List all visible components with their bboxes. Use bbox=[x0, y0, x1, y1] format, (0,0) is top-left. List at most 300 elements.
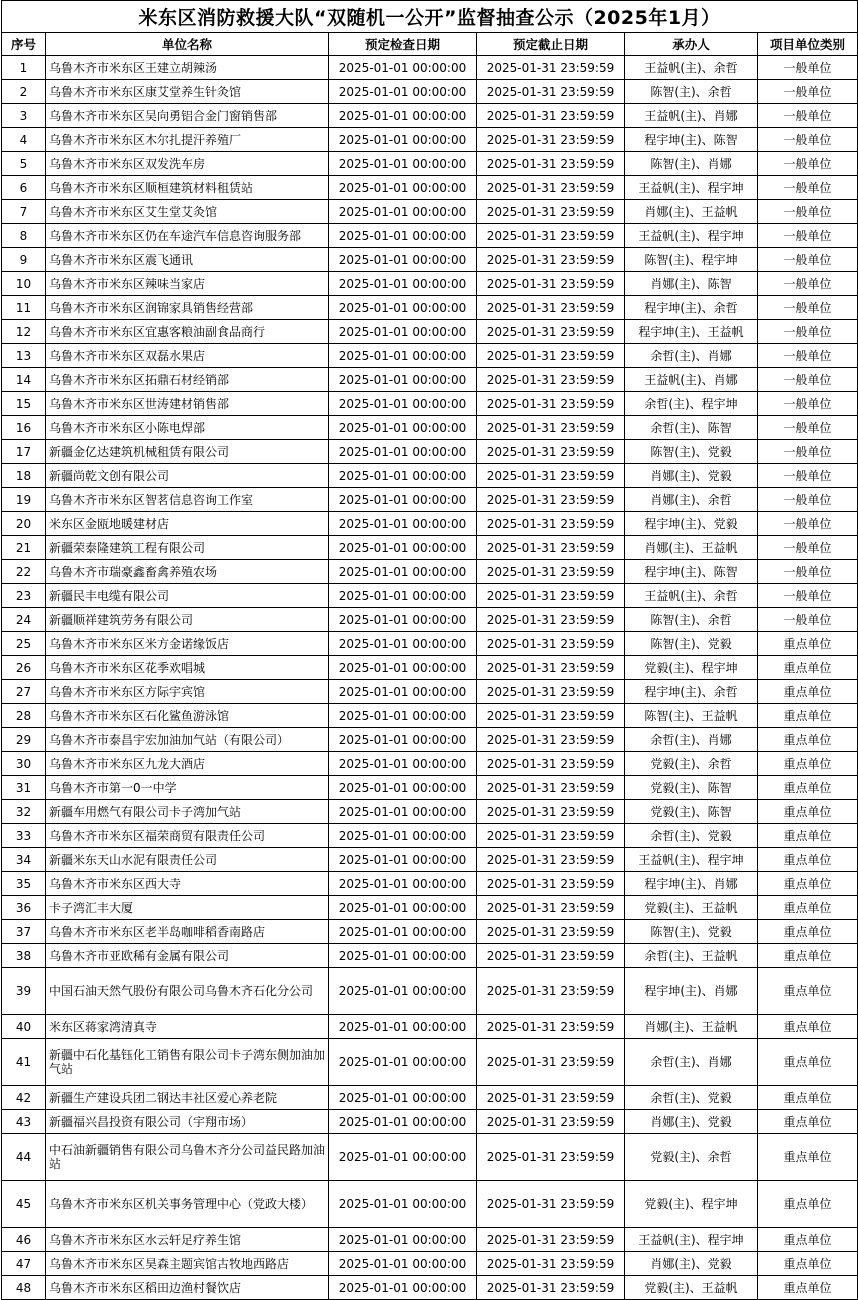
row-number: 39 bbox=[2, 968, 46, 1015]
unit-name: 乌鲁木齐市米东区双磊水果店 bbox=[46, 344, 329, 368]
table-row bbox=[2, 1181, 858, 1228]
check-date: 2025-01-01 00:00:00 bbox=[329, 56, 477, 80]
row-number: 4 bbox=[2, 128, 46, 152]
unit-category: 重点单位 bbox=[758, 1228, 858, 1252]
unit-name: 乌鲁木齐市米东区花季欢唱城 bbox=[46, 656, 329, 680]
staff-names: 陈智(主)、党毅 bbox=[625, 440, 758, 464]
table-row bbox=[2, 440, 858, 464]
unit-name: 乌鲁木齐市米东区西大寺 bbox=[46, 872, 329, 896]
table-row bbox=[2, 752, 858, 776]
row-number: 16 bbox=[2, 416, 46, 440]
staff-names: 程宇坤(主)、陈智 bbox=[625, 128, 758, 152]
check-date: 2025-01-01 00:00:00 bbox=[329, 1134, 477, 1181]
unit-name: 新疆顺祥建筑劳务有限公司 bbox=[46, 608, 329, 632]
staff-names: 王益帆(主)、肖娜 bbox=[625, 368, 758, 392]
staff-names: 余哲(主)、肖娜 bbox=[625, 1039, 758, 1086]
table-row bbox=[2, 272, 858, 296]
check-date: 2025-01-01 00:00:00 bbox=[329, 704, 477, 728]
unit-category: 一般单位 bbox=[758, 416, 858, 440]
row-number: 45 bbox=[2, 1181, 46, 1228]
inspection-table bbox=[1, 0, 858, 1300]
unit-category: 重点单位 bbox=[758, 800, 858, 824]
unit-name: 乌鲁木齐市米东区老半岛咖啡稻香南路店 bbox=[46, 920, 329, 944]
row-number: 7 bbox=[2, 200, 46, 224]
deadline-date: 2025-01-31 23:59:59 bbox=[477, 1276, 625, 1300]
row-number: 14 bbox=[2, 368, 46, 392]
check-date: 2025-01-01 00:00:00 bbox=[329, 224, 477, 248]
staff-names: 程宇坤(主)、肖娜 bbox=[625, 872, 758, 896]
unit-category: 一般单位 bbox=[758, 512, 858, 536]
row-number: 21 bbox=[2, 536, 46, 560]
staff-names: 陈智(主)、余哲 bbox=[625, 80, 758, 104]
unit-name: 乌鲁木齐市米东区双发洗车房 bbox=[46, 152, 329, 176]
row-number: 3 bbox=[2, 104, 46, 128]
check-date: 2025-01-01 00:00:00 bbox=[329, 512, 477, 536]
row-number: 20 bbox=[2, 512, 46, 536]
check-date: 2025-01-01 00:00:00 bbox=[329, 824, 477, 848]
unit-category: 一般单位 bbox=[758, 392, 858, 416]
deadline-date: 2025-01-31 23:59:59 bbox=[477, 248, 625, 272]
table-row bbox=[2, 968, 858, 1015]
staff-names: 余哲(主)、陈智 bbox=[625, 416, 758, 440]
deadline-date: 2025-01-31 23:59:59 bbox=[477, 104, 625, 128]
row-number: 35 bbox=[2, 872, 46, 896]
unit-category: 一般单位 bbox=[758, 440, 858, 464]
unit-name: 乌鲁木齐市米东区昊森主题宾馆古牧地西路店 bbox=[46, 1252, 329, 1276]
row-number: 8 bbox=[2, 224, 46, 248]
unit-category: 一般单位 bbox=[758, 320, 858, 344]
deadline-date: 2025-01-31 23:59:59 bbox=[477, 776, 625, 800]
check-date: 2025-01-01 00:00:00 bbox=[329, 152, 477, 176]
unit-name: 乌鲁木齐市米东区稻田边渔村餐饮店 bbox=[46, 1276, 329, 1300]
row-number: 46 bbox=[2, 1228, 46, 1252]
deadline-date: 2025-01-31 23:59:59 bbox=[477, 200, 625, 224]
deadline-date: 2025-01-31 23:59:59 bbox=[477, 1039, 625, 1086]
row-number: 29 bbox=[2, 728, 46, 752]
unit-category: 一般单位 bbox=[758, 488, 858, 512]
table-row bbox=[2, 536, 858, 560]
check-date: 2025-01-01 00:00:00 bbox=[329, 248, 477, 272]
row-number: 31 bbox=[2, 776, 46, 800]
unit-name: 新疆尚乾文创有限公司 bbox=[46, 464, 329, 488]
unit-category: 一般单位 bbox=[758, 56, 858, 80]
table-row bbox=[2, 488, 858, 512]
unit-category: 重点单位 bbox=[758, 944, 858, 968]
table-row bbox=[2, 632, 858, 656]
unit-name: 乌鲁木齐市米东区小陈电焊部 bbox=[46, 416, 329, 440]
unit-name: 乌鲁木齐市米东区世涛建材销售部 bbox=[46, 392, 329, 416]
unit-category: 重点单位 bbox=[758, 896, 858, 920]
deadline-date: 2025-01-31 23:59:59 bbox=[477, 896, 625, 920]
row-number: 27 bbox=[2, 680, 46, 704]
row-number: 11 bbox=[2, 296, 46, 320]
unit-category: 重点单位 bbox=[758, 1086, 858, 1110]
row-number: 19 bbox=[2, 488, 46, 512]
unit-name: 乌鲁木齐市米东区福荣商贸有限责任公司 bbox=[46, 824, 329, 848]
staff-names: 陈智(主)、余哲 bbox=[625, 608, 758, 632]
table-header-row bbox=[2, 33, 858, 56]
staff-names: 肖娜(主)、党毅 bbox=[625, 464, 758, 488]
table-row bbox=[2, 608, 858, 632]
table-row bbox=[2, 416, 858, 440]
unit-category: 一般单位 bbox=[758, 80, 858, 104]
table-row bbox=[2, 176, 858, 200]
staff-names: 陈智(主)、肖娜 bbox=[625, 152, 758, 176]
unit-category: 重点单位 bbox=[758, 1110, 858, 1134]
staff-names: 党毅(主)、余哲 bbox=[625, 752, 758, 776]
unit-name: 新疆米东天山水泥有限责任公司 bbox=[46, 848, 329, 872]
unit-category: 一般单位 bbox=[758, 536, 858, 560]
unit-category: 一般单位 bbox=[758, 248, 858, 272]
check-date: 2025-01-01 00:00:00 bbox=[329, 416, 477, 440]
check-date: 2025-01-01 00:00:00 bbox=[329, 488, 477, 512]
deadline-date: 2025-01-31 23:59:59 bbox=[477, 656, 625, 680]
unit-name: 乌鲁木齐市米东区吴向勇铝合金门窗销售部 bbox=[46, 104, 329, 128]
unit-category: 重点单位 bbox=[758, 968, 858, 1015]
table-row bbox=[2, 464, 858, 488]
check-date: 2025-01-01 00:00:00 bbox=[329, 128, 477, 152]
staff-names: 余哲(主)、肖娜 bbox=[625, 728, 758, 752]
check-date: 2025-01-01 00:00:00 bbox=[329, 656, 477, 680]
row-number: 9 bbox=[2, 248, 46, 272]
row-number: 41 bbox=[2, 1039, 46, 1086]
staff-names: 肖娜(主)、王益帆 bbox=[625, 536, 758, 560]
table-row bbox=[2, 344, 858, 368]
unit-category: 重点单位 bbox=[758, 776, 858, 800]
table-row bbox=[2, 1086, 858, 1110]
staff-names: 陈智(主)、党毅 bbox=[625, 920, 758, 944]
unit-category: 重点单位 bbox=[758, 704, 858, 728]
deadline-date: 2025-01-31 23:59:59 bbox=[477, 416, 625, 440]
check-date: 2025-01-01 00:00:00 bbox=[329, 800, 477, 824]
table-row bbox=[2, 80, 858, 104]
table-row bbox=[2, 200, 858, 224]
check-date: 2025-01-01 00:00:00 bbox=[329, 296, 477, 320]
row-number: 34 bbox=[2, 848, 46, 872]
table-row bbox=[2, 1252, 858, 1276]
row-number: 2 bbox=[2, 80, 46, 104]
header-deadline: 预定截止日期 bbox=[477, 33, 625, 56]
deadline-date: 2025-01-31 23:59:59 bbox=[477, 800, 625, 824]
row-number: 32 bbox=[2, 800, 46, 824]
row-number: 22 bbox=[2, 560, 46, 584]
deadline-date: 2025-01-31 23:59:59 bbox=[477, 56, 625, 80]
table-row bbox=[2, 656, 858, 680]
staff-names: 余哲(主)、程宇坤 bbox=[625, 392, 758, 416]
row-number: 1 bbox=[2, 56, 46, 80]
check-date: 2025-01-01 00:00:00 bbox=[329, 776, 477, 800]
table-row bbox=[2, 56, 858, 80]
deadline-date: 2025-01-31 23:59:59 bbox=[477, 1228, 625, 1252]
unit-name: 新疆荣泰隆建筑工程有限公司 bbox=[46, 536, 329, 560]
deadline-date: 2025-01-31 23:59:59 bbox=[477, 296, 625, 320]
table-row bbox=[2, 848, 858, 872]
table-body bbox=[2, 56, 858, 1300]
staff-names: 党毅(主)、陈智 bbox=[625, 776, 758, 800]
staff-names: 肖娜(主)、陈智 bbox=[625, 272, 758, 296]
staff-names: 肖娜(主)、王益帆 bbox=[625, 200, 758, 224]
deadline-date: 2025-01-31 23:59:59 bbox=[477, 1086, 625, 1110]
table-row bbox=[2, 920, 858, 944]
staff-names: 王益帆(主)、程宇坤 bbox=[625, 1228, 758, 1252]
row-number: 6 bbox=[2, 176, 46, 200]
deadline-date: 2025-01-31 23:59:59 bbox=[477, 1181, 625, 1228]
row-number: 42 bbox=[2, 1086, 46, 1110]
row-number: 47 bbox=[2, 1252, 46, 1276]
staff-names: 程宇坤(主)、肖娜 bbox=[625, 968, 758, 1015]
deadline-date: 2025-01-31 23:59:59 bbox=[477, 728, 625, 752]
deadline-date: 2025-01-31 23:59:59 bbox=[477, 1110, 625, 1134]
table-row bbox=[2, 1039, 858, 1086]
staff-names: 程宇坤(主)、王益帆 bbox=[625, 320, 758, 344]
check-date: 2025-01-01 00:00:00 bbox=[329, 728, 477, 752]
unit-name: 乌鲁木齐市米东区智茗信息咨询工作室 bbox=[46, 488, 329, 512]
check-date: 2025-01-01 00:00:00 bbox=[329, 872, 477, 896]
deadline-date: 2025-01-31 23:59:59 bbox=[477, 464, 625, 488]
staff-names: 肖娜(主)、党毅 bbox=[625, 1252, 758, 1276]
staff-names: 余哲(主)、党毅 bbox=[625, 824, 758, 848]
check-date: 2025-01-01 00:00:00 bbox=[329, 1086, 477, 1110]
row-number: 28 bbox=[2, 704, 46, 728]
unit-category: 一般单位 bbox=[758, 608, 858, 632]
staff-names: 党毅(主)、王益帆 bbox=[625, 1276, 758, 1300]
unit-category: 一般单位 bbox=[758, 584, 858, 608]
check-date: 2025-01-01 00:00:00 bbox=[329, 1015, 477, 1039]
unit-name: 新疆金亿达建筑机械租赁有限公司 bbox=[46, 440, 329, 464]
unit-category: 一般单位 bbox=[758, 224, 858, 248]
staff-names: 余哲(主)、王益帆 bbox=[625, 944, 758, 968]
table-row bbox=[2, 224, 858, 248]
deadline-date: 2025-01-31 23:59:59 bbox=[477, 320, 625, 344]
staff-names: 党毅(主)、陈智 bbox=[625, 800, 758, 824]
row-number: 17 bbox=[2, 440, 46, 464]
check-date: 2025-01-01 00:00:00 bbox=[329, 968, 477, 1015]
unit-category: 一般单位 bbox=[758, 296, 858, 320]
row-number: 40 bbox=[2, 1015, 46, 1039]
unit-name: 新疆中石化基钰化工销售有限公司卡子湾东侧加油加气站 bbox=[46, 1039, 329, 1086]
deadline-date: 2025-01-31 23:59:59 bbox=[477, 944, 625, 968]
unit-name: 新疆生产建设兵团二钢达丰社区爱心养老院 bbox=[46, 1086, 329, 1110]
row-number: 43 bbox=[2, 1110, 46, 1134]
deadline-date: 2025-01-31 23:59:59 bbox=[477, 80, 625, 104]
deadline-date: 2025-01-31 23:59:59 bbox=[477, 608, 625, 632]
table-row bbox=[2, 776, 858, 800]
check-date: 2025-01-01 00:00:00 bbox=[329, 560, 477, 584]
row-number: 12 bbox=[2, 320, 46, 344]
unit-name: 中石油新疆销售有限公司乌鲁木齐分公司益民路加油站 bbox=[46, 1134, 329, 1181]
unit-category: 重点单位 bbox=[758, 1039, 858, 1086]
check-date: 2025-01-01 00:00:00 bbox=[329, 176, 477, 200]
staff-names: 余哲(主)、党毅 bbox=[625, 1086, 758, 1110]
deadline-date: 2025-01-31 23:59:59 bbox=[477, 848, 625, 872]
unit-category: 一般单位 bbox=[758, 128, 858, 152]
check-date: 2025-01-01 00:00:00 bbox=[329, 896, 477, 920]
unit-category: 重点单位 bbox=[758, 752, 858, 776]
unit-name: 乌鲁木齐市米东区宜惠客粮油副食品商行 bbox=[46, 320, 329, 344]
deadline-date: 2025-01-31 23:59:59 bbox=[477, 224, 625, 248]
header-unit-name: 单位名称 bbox=[46, 33, 329, 56]
check-date: 2025-01-01 00:00:00 bbox=[329, 80, 477, 104]
row-number: 23 bbox=[2, 584, 46, 608]
unit-name: 乌鲁木齐市米东区仍在车途汽车信息咨询服务部 bbox=[46, 224, 329, 248]
unit-name: 中国石油天然气股份有限公司乌鲁木齐石化分公司 bbox=[46, 968, 329, 1015]
unit-category: 重点单位 bbox=[758, 1276, 858, 1300]
row-number: 44 bbox=[2, 1134, 46, 1181]
table-row bbox=[2, 1110, 858, 1134]
deadline-date: 2025-01-31 23:59:59 bbox=[477, 752, 625, 776]
unit-name: 乌鲁木齐市米东区康艾堂养生针灸馆 bbox=[46, 80, 329, 104]
check-date: 2025-01-01 00:00:00 bbox=[329, 632, 477, 656]
unit-name: 乌鲁木齐市米东区米方金诺缘饭店 bbox=[46, 632, 329, 656]
header-category: 项目单位类别 bbox=[758, 33, 858, 56]
check-date: 2025-01-01 00:00:00 bbox=[329, 1276, 477, 1300]
unit-category: 重点单位 bbox=[758, 728, 858, 752]
unit-name: 乌鲁木齐市米东区方际宇宾馆 bbox=[46, 680, 329, 704]
unit-category: 重点单位 bbox=[758, 872, 858, 896]
unit-name: 乌鲁木齐市米东区石化鲨鱼游泳馆 bbox=[46, 704, 329, 728]
unit-category: 一般单位 bbox=[758, 464, 858, 488]
deadline-date: 2025-01-31 23:59:59 bbox=[477, 584, 625, 608]
staff-names: 党毅(主)、程宇坤 bbox=[625, 1181, 758, 1228]
check-date: 2025-01-01 00:00:00 bbox=[329, 608, 477, 632]
check-date: 2025-01-01 00:00:00 bbox=[329, 536, 477, 560]
row-number: 24 bbox=[2, 608, 46, 632]
deadline-date: 2025-01-31 23:59:59 bbox=[477, 680, 625, 704]
table-row bbox=[2, 704, 858, 728]
unit-name: 乌鲁木齐市泰昌宇宏加油加气站（有限公司） bbox=[46, 728, 329, 752]
unit-category: 重点单位 bbox=[758, 1134, 858, 1181]
deadline-date: 2025-01-31 23:59:59 bbox=[477, 440, 625, 464]
unit-category: 一般单位 bbox=[758, 344, 858, 368]
header-check-date: 预定检查日期 bbox=[329, 33, 477, 56]
unit-name: 米东区金瓯地暖建材店 bbox=[46, 512, 329, 536]
staff-names: 程宇坤(主)、余哲 bbox=[625, 680, 758, 704]
unit-category: 重点单位 bbox=[758, 824, 858, 848]
staff-names: 余哲(主)、肖娜 bbox=[625, 344, 758, 368]
deadline-date: 2025-01-31 23:59:59 bbox=[477, 968, 625, 1015]
unit-name: 乌鲁木齐市瑞豪鑫畜禽养殖农场 bbox=[46, 560, 329, 584]
unit-name: 乌鲁木齐市米东区九龙大酒店 bbox=[46, 752, 329, 776]
check-date: 2025-01-01 00:00:00 bbox=[329, 464, 477, 488]
unit-name: 乌鲁木齐市米东区机关事务管理中心（党政大楼） bbox=[46, 1181, 329, 1228]
deadline-date: 2025-01-31 23:59:59 bbox=[477, 128, 625, 152]
table-row bbox=[2, 560, 858, 584]
check-date: 2025-01-01 00:00:00 bbox=[329, 1039, 477, 1086]
check-date: 2025-01-01 00:00:00 bbox=[329, 944, 477, 968]
deadline-date: 2025-01-31 23:59:59 bbox=[477, 272, 625, 296]
unit-category: 一般单位 bbox=[758, 560, 858, 584]
check-date: 2025-01-01 00:00:00 bbox=[329, 392, 477, 416]
deadline-date: 2025-01-31 23:59:59 bbox=[477, 920, 625, 944]
check-date: 2025-01-01 00:00:00 bbox=[329, 200, 477, 224]
deadline-date: 2025-01-31 23:59:59 bbox=[477, 392, 625, 416]
staff-names: 陈智(主)、王益帆 bbox=[625, 704, 758, 728]
row-number: 18 bbox=[2, 464, 46, 488]
deadline-date: 2025-01-31 23:59:59 bbox=[477, 152, 625, 176]
staff-names: 党毅(主)、余哲 bbox=[625, 1134, 758, 1181]
unit-name: 新疆民丰电缆有限公司 bbox=[46, 584, 329, 608]
table-row bbox=[2, 584, 858, 608]
table-row bbox=[2, 248, 858, 272]
deadline-date: 2025-01-31 23:59:59 bbox=[477, 872, 625, 896]
unit-name: 米东区蒋家湾清真寺 bbox=[46, 1015, 329, 1039]
unit-category: 重点单位 bbox=[758, 1181, 858, 1228]
staff-names: 程宇坤(主)、党毅 bbox=[625, 512, 758, 536]
unit-name: 卡子湾汇丰大厦 bbox=[46, 896, 329, 920]
unit-category: 重点单位 bbox=[758, 920, 858, 944]
check-date: 2025-01-01 00:00:00 bbox=[329, 1110, 477, 1134]
staff-names: 党毅(主)、王益帆 bbox=[625, 896, 758, 920]
row-number: 5 bbox=[2, 152, 46, 176]
deadline-date: 2025-01-31 23:59:59 bbox=[477, 368, 625, 392]
staff-names: 党毅(主)、程宇坤 bbox=[625, 656, 758, 680]
unit-name: 乌鲁木齐市亚欧稀有金属有限公司 bbox=[46, 944, 329, 968]
staff-names: 王益帆(主)、程宇坤 bbox=[625, 224, 758, 248]
unit-category: 重点单位 bbox=[758, 848, 858, 872]
row-number: 26 bbox=[2, 656, 46, 680]
unit-name: 乌鲁木齐市米东区水云轩足疗养生馆 bbox=[46, 1228, 329, 1252]
table-row bbox=[2, 1228, 858, 1252]
deadline-date: 2025-01-31 23:59:59 bbox=[477, 176, 625, 200]
table-row bbox=[2, 680, 858, 704]
table-row bbox=[2, 872, 858, 896]
check-date: 2025-01-01 00:00:00 bbox=[329, 1252, 477, 1276]
row-number: 30 bbox=[2, 752, 46, 776]
unit-category: 重点单位 bbox=[758, 680, 858, 704]
staff-names: 王益帆(主)、余哲 bbox=[625, 584, 758, 608]
unit-category: 一般单位 bbox=[758, 272, 858, 296]
table-row bbox=[2, 392, 858, 416]
staff-names: 程宇坤(主)、陈智 bbox=[625, 560, 758, 584]
deadline-date: 2025-01-31 23:59:59 bbox=[477, 344, 625, 368]
unit-name: 乌鲁木齐市米东区王建立胡辣汤 bbox=[46, 56, 329, 80]
row-number: 10 bbox=[2, 272, 46, 296]
check-date: 2025-01-01 00:00:00 bbox=[329, 104, 477, 128]
unit-name: 新疆车用燃气有限公司卡子湾加气站 bbox=[46, 800, 329, 824]
unit-category: 重点单位 bbox=[758, 632, 858, 656]
table-row bbox=[2, 512, 858, 536]
check-date: 2025-01-01 00:00:00 bbox=[329, 848, 477, 872]
staff-names: 王益帆(主)、程宇坤 bbox=[625, 176, 758, 200]
staff-names: 王益帆(主)、肖娜 bbox=[625, 104, 758, 128]
deadline-date: 2025-01-31 23:59:59 bbox=[477, 824, 625, 848]
table-row bbox=[2, 104, 858, 128]
table-row bbox=[2, 368, 858, 392]
table-row bbox=[2, 944, 858, 968]
unit-name: 乌鲁木齐市米东区震飞通讯 bbox=[46, 248, 329, 272]
staff-names: 肖娜(主)、党毅 bbox=[625, 1110, 758, 1134]
unit-name: 乌鲁木齐市第一0一中学 bbox=[46, 776, 329, 800]
table-row bbox=[2, 1276, 858, 1300]
staff-names: 陈智(主)、党毅 bbox=[625, 632, 758, 656]
deadline-date: 2025-01-31 23:59:59 bbox=[477, 512, 625, 536]
unit-category: 一般单位 bbox=[758, 176, 858, 200]
table-row bbox=[2, 128, 858, 152]
table-row bbox=[2, 896, 858, 920]
table-row bbox=[2, 728, 858, 752]
header-staff: 承办人 bbox=[625, 33, 758, 56]
row-number: 33 bbox=[2, 824, 46, 848]
unit-category: 一般单位 bbox=[758, 104, 858, 128]
deadline-date: 2025-01-31 23:59:59 bbox=[477, 536, 625, 560]
unit-name: 乌鲁木齐市米东区拓鼎石材经销部 bbox=[46, 368, 329, 392]
staff-names: 程宇坤(主)、余哲 bbox=[625, 296, 758, 320]
check-date: 2025-01-01 00:00:00 bbox=[329, 368, 477, 392]
check-date: 2025-01-01 00:00:00 bbox=[329, 320, 477, 344]
unit-category: 重点单位 bbox=[758, 1015, 858, 1039]
table-row bbox=[2, 320, 858, 344]
unit-category: 一般单位 bbox=[758, 368, 858, 392]
